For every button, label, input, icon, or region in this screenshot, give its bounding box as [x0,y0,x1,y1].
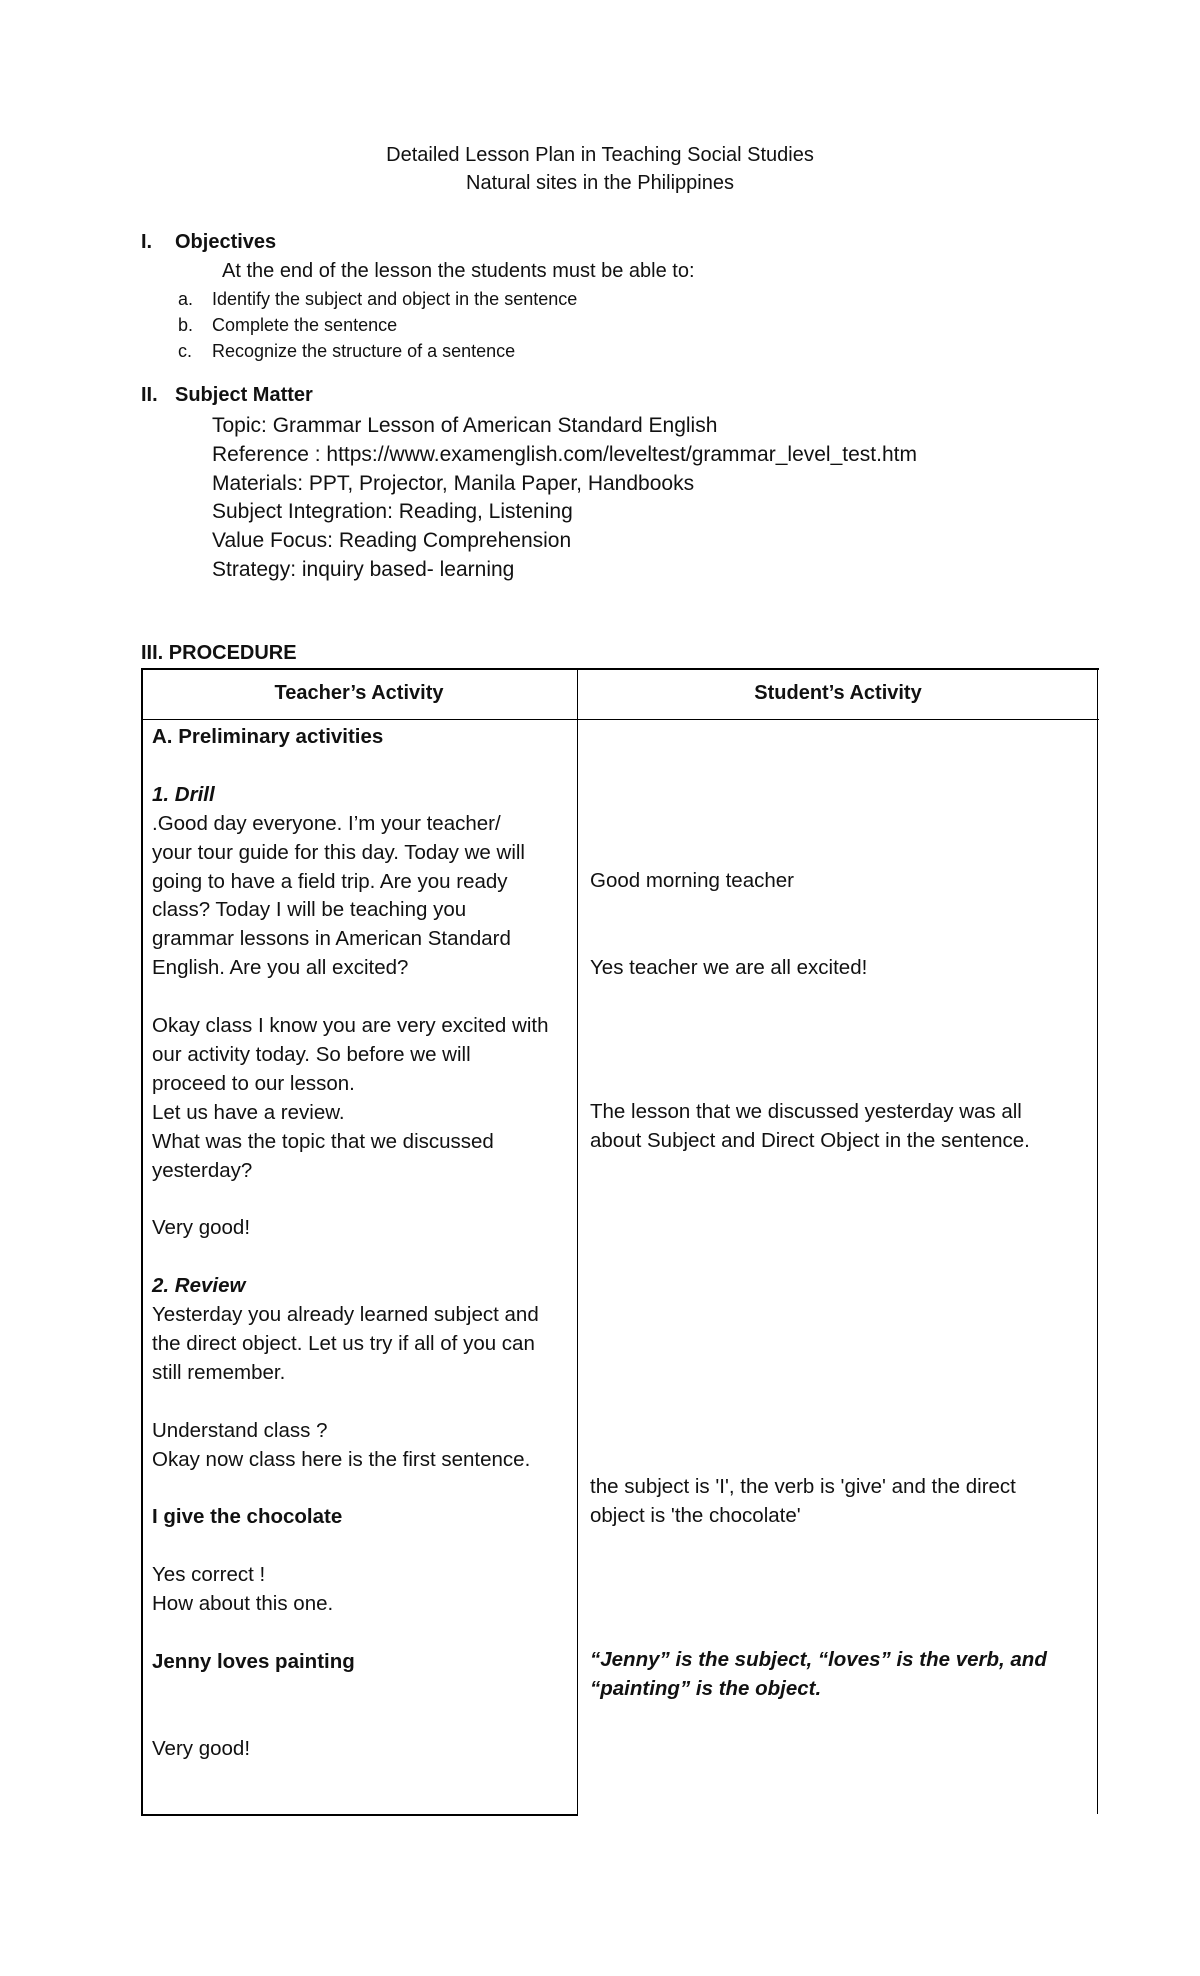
how-about-text: How about this one. [152,1592,334,1616]
student-response: Yes teacher we are all excited! [590,956,868,979]
first-sentence-intro: Okay now class here is the first sentence. [152,1447,531,1471]
drill-line: English. Are you all excited? [152,956,409,980]
student-response-lesson [590,1098,1030,1156]
review-line: the direct object. Let us try if all of you can [152,1331,535,1355]
objective-text: Complete the sentence [212,315,398,335]
student-answer-2 [590,1646,1047,1704]
drill-line: .Good day everyone. I’m your teacher/ [152,811,501,835]
objective-item [178,315,397,336]
student-answer-line: “Jenny” is the subject, “loves” is the verb, and [590,1648,1047,1671]
subject-matter-numeral: II. [141,384,158,406]
table-border-left [141,668,143,1816]
preliminary-activities-heading: A. Preliminary activities [152,725,384,748]
review-line: Yesterday you already learned subject and [152,1303,539,1327]
okay-class-line: proceed to our lesson. [152,1071,355,1095]
student-response-line: about Subject and Direct Object in the sentence. [590,1128,1030,1152]
drill-line: grammar lessons in American Standard [152,927,511,951]
table-header-divider [141,719,1099,720]
example-sentence-2: Jenny loves painting [152,1649,355,1673]
subject-matter-line: Value Focus: Reading Comprehension [212,529,572,552]
table-border-bottom [141,1814,578,1816]
teacher-activity-column [152,723,549,1763]
student-answer-line: object is 'the chocolate' [590,1503,801,1527]
objective-marker: b. [178,315,194,335]
objective-marker: c. [178,341,193,361]
procedure-table [141,668,1099,1816]
table-border-right [1097,668,1098,1814]
drill-line: class? Today I will be teaching you [152,898,467,922]
drill-heading: 1. Drill [152,782,215,806]
review-heading: 2. Review [152,1274,246,1298]
objectives-heading-text: Objectives [175,231,277,253]
document-subtitle: Natural sites in the Philippines [466,172,734,194]
understand-class-text: Understand class ? [152,1418,328,1442]
review-line: still remember. [152,1360,286,1384]
procedure-heading: III. PROCEDURE [141,642,297,664]
yes-correct-text: Yes correct ! [152,1563,266,1587]
document-title: Detailed Lesson Plan in Teaching Social Studies [386,144,814,166]
okay-class-line: our activity today. So before we will [152,1042,471,1066]
student-response-line: The lesson that we discussed yesterday was all [590,1100,1022,1123]
objectives-heading [141,231,276,254]
table-border-top [141,668,1099,670]
teacher-activity-header: Teacher’s Activity [274,682,444,704]
objective-item [178,289,577,310]
objective-item [178,341,515,362]
subject-matter-heading [141,384,313,407]
student-response: Good morning teacher [590,869,794,892]
subject-matter-heading-text: Subject Matter [175,384,313,406]
okay-class-line: Let us have a review. [152,1100,345,1124]
okay-class-line: Okay class I know you are very excited with [152,1014,549,1038]
okay-class-line: yesterday? [152,1158,253,1182]
subject-matter-line: Materials: PPT, Projector, Manila Paper, Handbooks [212,472,695,495]
student-answer-1 [590,1473,1016,1531]
very-good-text: Very good! [152,1736,251,1760]
student-activity-header: Student’s Activity [754,682,922,704]
student-answer-line: “painting” is the object. [590,1676,822,1700]
table-column-divider [577,668,578,1816]
drill-line: going to have a field trip. Are you ready [152,869,508,893]
objectives-numeral: I. [141,231,153,253]
very-good-text: Very good! [152,1216,251,1240]
objectives-intro: At the end of the lesson the students must be able to: [222,260,695,282]
example-sentence-1: I give the chocolate [152,1505,343,1529]
subject-matter-line: Subject Integration: Reading, Listening [212,500,573,523]
subject-matter-line: Topic: Grammar Lesson of American Standard English [212,414,718,437]
objective-text: Identify the subject and object in the sentence [212,289,578,309]
student-answer-line: the subject is 'I', the verb is 'give' and the direct [590,1475,1016,1498]
objective-text: Recognize the structure of a sentence [212,341,516,361]
drill-line: your tour guide for this day. Today we will [152,840,525,864]
subject-matter-line: Reference : https://www.examenglish.com/leveltest/grammar_level_test.htm [212,443,917,466]
okay-class-line: What was the topic that we discussed [152,1129,494,1153]
objective-marker: a. [178,289,194,309]
subject-matter-line: Strategy: inquiry based- learning [212,558,515,581]
